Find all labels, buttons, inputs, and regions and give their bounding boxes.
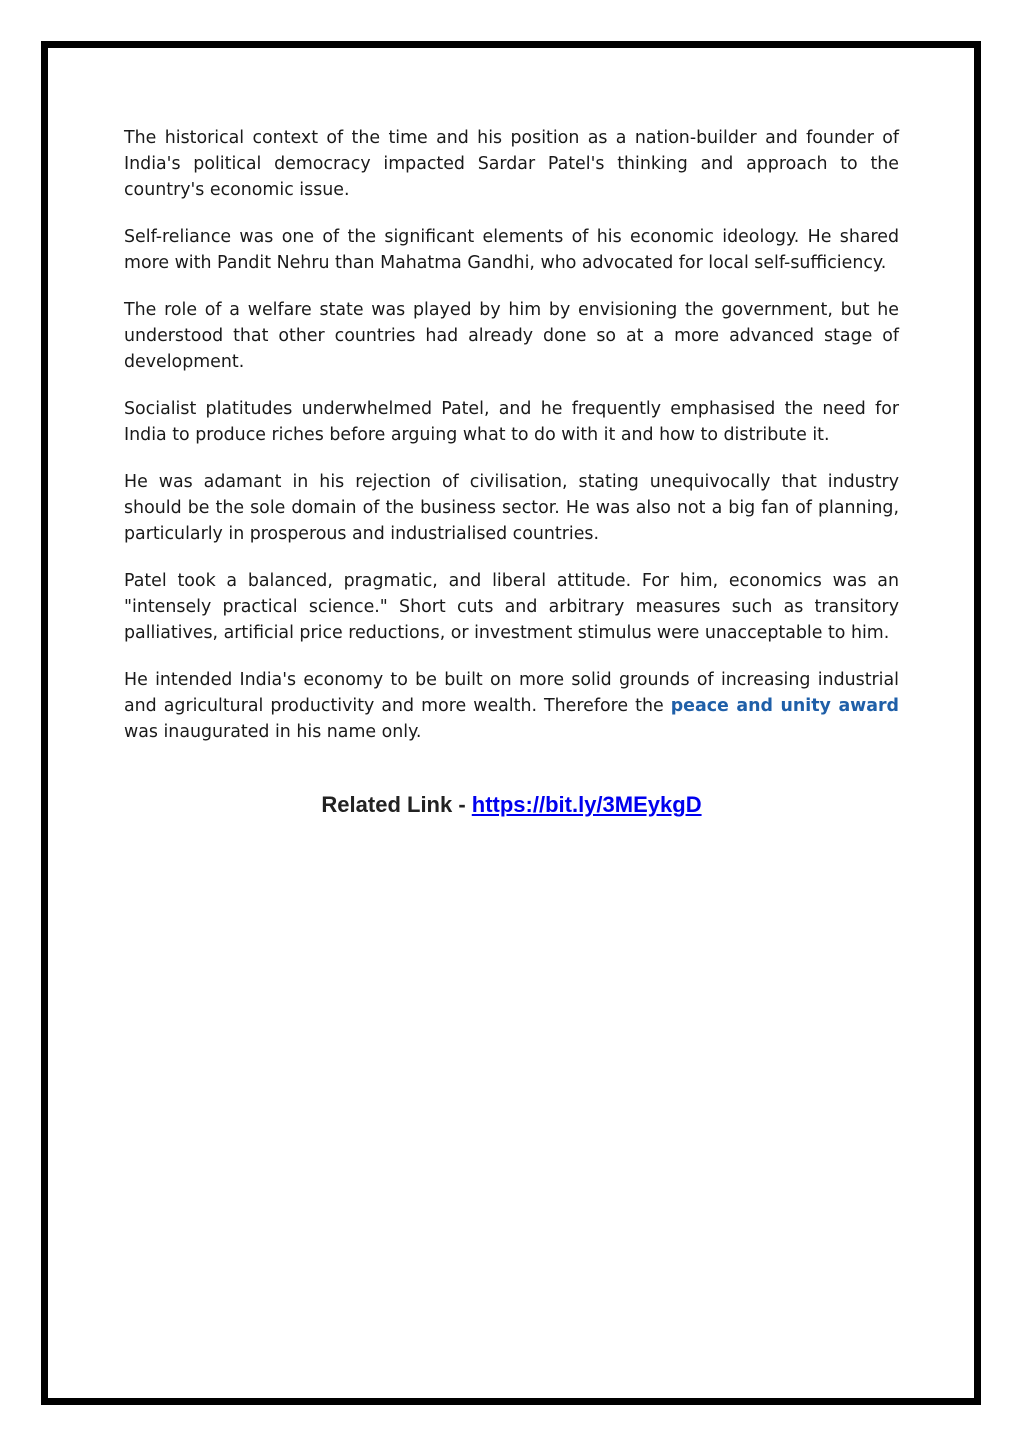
paragraph: The historical context of the time and his position as a nation-builder and founder of India's political democracy impacted Sardar Patel's thinking and approach to the country's economic issue. [124, 128, 899, 200]
paragraph-text: was inaugurated in his name only. [124, 722, 422, 742]
paragraph: Socialist platitudes underwhelmed Patel, and he frequently emphasised the need for India to produce riches before arguing what to do with it and how to distribute it. [124, 399, 899, 445]
paragraph: Self-reliance was one of the significant elements of his economic ideology. He shared more with Pandit Nehru than Mahatma Gandhi, who advocated for local self-sufficiency. [124, 227, 899, 273]
paragraph-with-link [124, 667, 899, 745]
paragraph: Patel took a balanced, pragmatic, and liberal attitude. For him, economics was an "intensely practical science." Short cuts and arbitrary measures such as transitory palliatives, artificial price reductions, or investment stimulus were unacceptable to him. [124, 571, 899, 643]
document-body [124, 125, 899, 766]
paragraph: The role of a welfare state was played by him by envisioning the government, but he understood that other countries had already done so at a more advanced stage of development. [124, 300, 899, 372]
related-link-label: Related Link - [321, 792, 472, 817]
peace-and-unity-award-link[interactable]: peace and unity award [670, 696, 900, 716]
related-link-url[interactable]: https://bit.ly/3MEykgD [471, 792, 702, 817]
related-link-line [124, 790, 899, 820]
paragraph: He was adamant in his rejection of civilisation, stating unequivocally that industry should be the sole domain of the business sector. He was also not a big fan of planning, particularly in prosperous and industrialised countries. [124, 472, 899, 544]
paragraph-text: He intended India's economy to be built on more solid grounds of increasing industrial and agricultural productivity and more wealth. Therefore the [124, 670, 899, 716]
